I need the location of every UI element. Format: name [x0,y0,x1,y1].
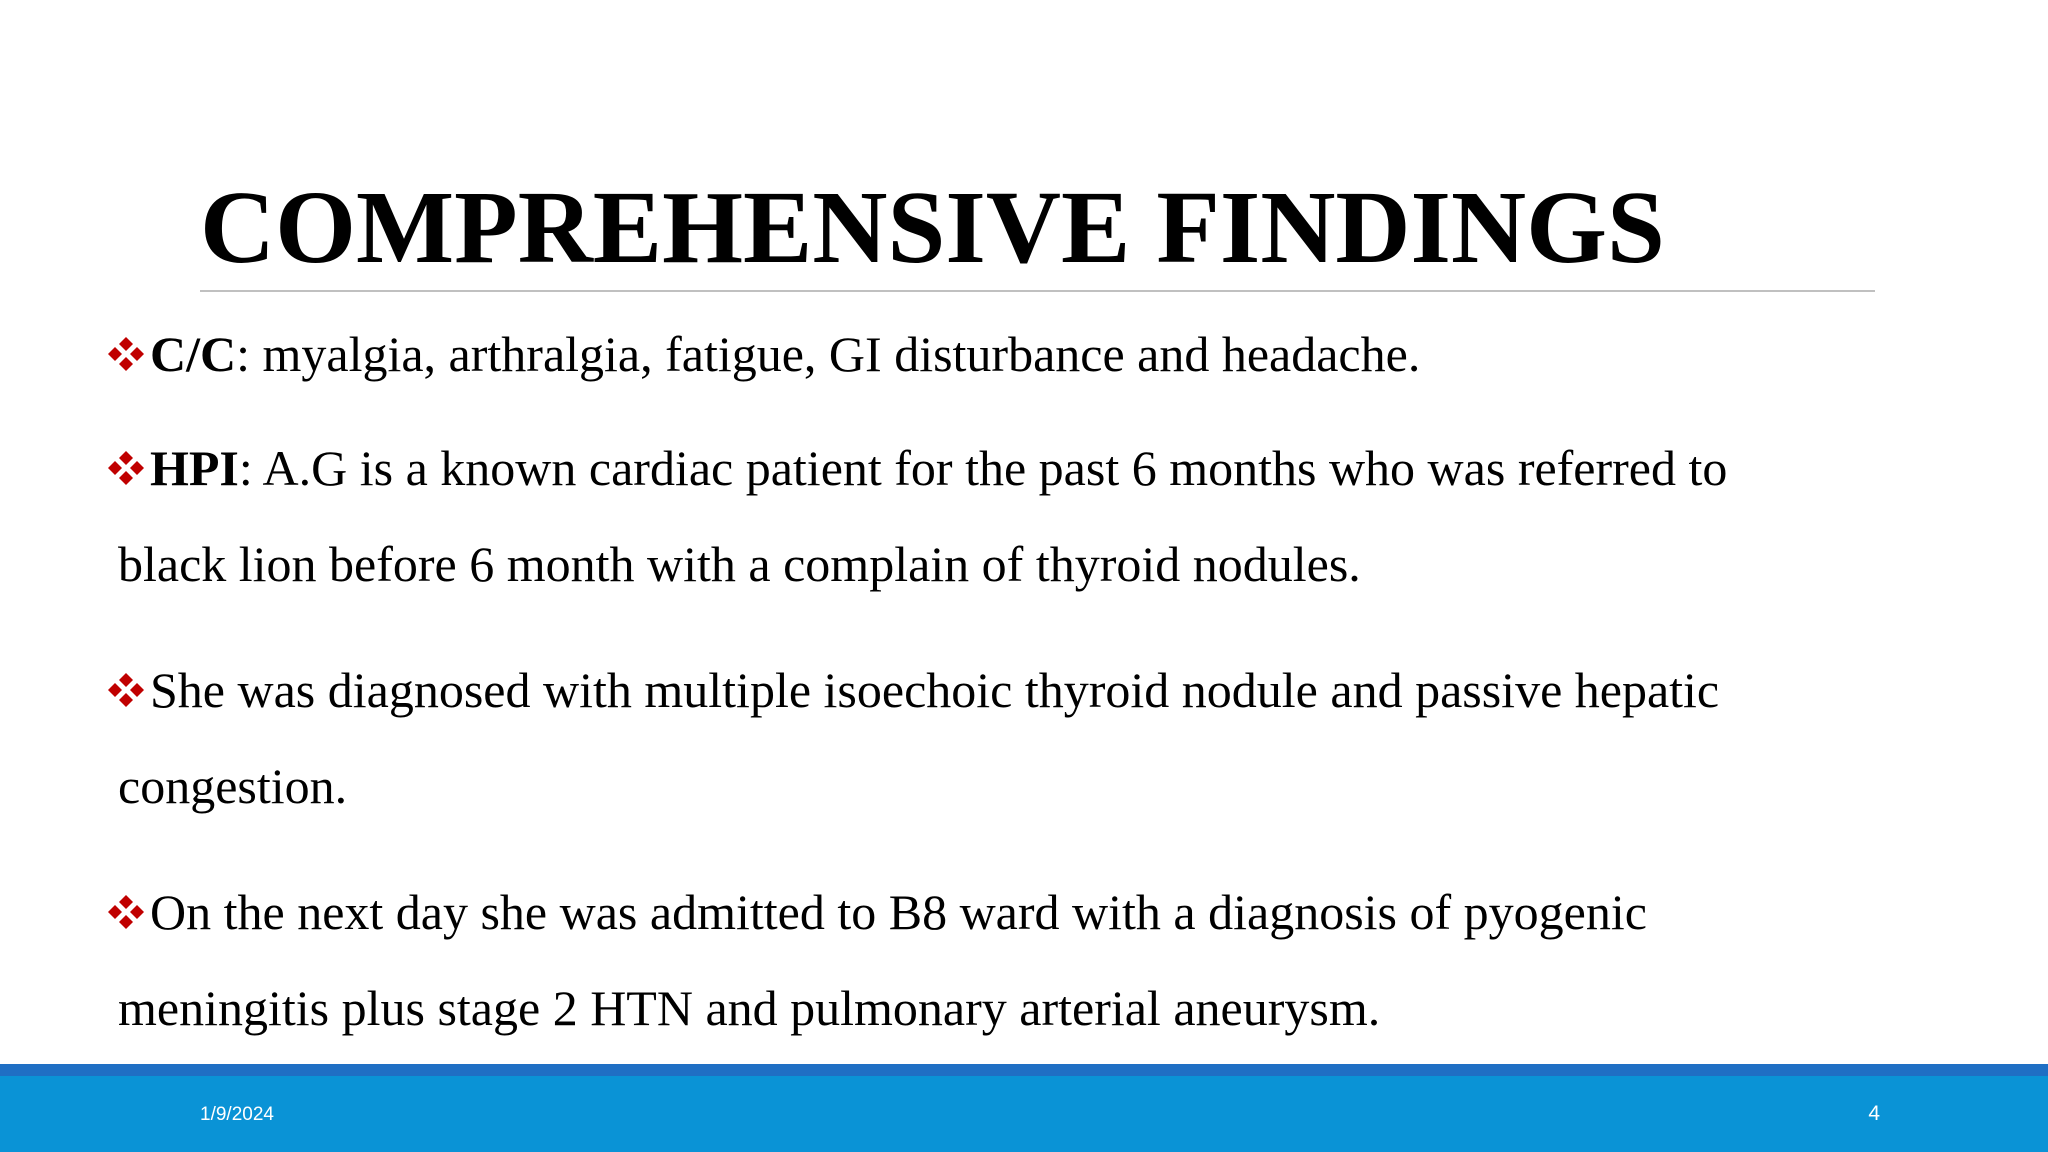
four-diamond-icon [106,335,150,373]
footer-accent-stripe [0,1064,2048,1076]
footer-bar [0,1076,2048,1152]
bullet-continuation-diagnosis: congestion. [118,758,348,814]
bullet-item-hpi [106,420,1883,516]
bullet-text-admission: On the next day she was admitted to B8 ward with a diagnosis of pyogenic [150,884,1647,940]
bullet-continuation-hpi: black lion before 6 month with a complain of thyroid nodules. [118,536,1361,592]
slide-content [106,318,1883,1056]
bullet-text-cc: : myalgia, arthralgia, fatigue, GI disturbance and headache. [236,326,1421,382]
bullet-lead-cc: C/C [150,326,237,382]
bullet-continuation-admission: meningitis plus stage 2 HTN and pulmonary arterial aneurysm. [118,980,1381,1036]
bullet-item-admission [106,864,1883,960]
footer-date: 1/9/2024 [200,1104,274,1125]
bullet-text-diagnosis: She was diagnosed with multiple isoechoic thyroid nodule and passive hepatic [150,662,1720,718]
four-diamond-icon [106,893,150,931]
four-diamond-icon [106,671,150,709]
bullet-item-diagnosis [106,642,1883,738]
bullet-item-cc [106,318,1883,390]
slide-title: COMPREHENSIVE FINDINGS [200,170,1665,285]
bullet-lead-hpi: HPI [150,440,239,496]
slide-number: 4 [1868,1102,1880,1125]
title-divider [200,290,1875,292]
four-diamond-icon [106,449,150,487]
bullet-text-hpi: : A.G is a known cardiac patient for the past 6 months who was referred to [238,440,1728,496]
